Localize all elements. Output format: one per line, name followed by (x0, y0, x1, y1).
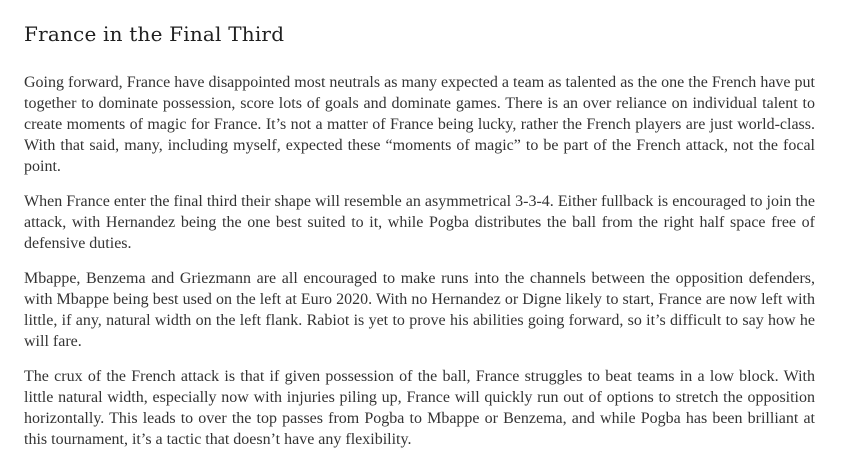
section-heading: France in the Final Third (24, 22, 285, 46)
paragraph-2: When France enter the final third their shape will resemble an asymmetrical 3-3-4. Either fullback is encouraged to join the attack, with Hernandez being the one best suited to it, while Pogba distributes the ball from the right half space free of defensive duties. (24, 193, 815, 252)
article (24, 18, 815, 450)
paragraph-4: The crux of the French attack is that if given possession of the ball, France struggles to beat teams in a low block. With little natural width, especially now with injuries piling up, France will quickly run out of options to stretch the opposition horizontally. This leads to over the top passes from Pogba to Mbappe or Benzema, and while Pogba has been brilliant at this tournament, it’s a tactic that doesn’t have any flexibility. (24, 368, 815, 448)
paragraph-3: Mbappe, Benzema and Griezmann are all encouraged to make runs into the channels between the opposition defenders, with Mbappe being best used on the left at Euro 2020. With no Hernandez or Digne likely to start, France are now left with little, if any, natural width on the left flank. Rabiot is yet to prove his abilities going forward, so it’s difficult to say how he will fare. (24, 270, 815, 350)
paragraph-1: Going forward, France have disappointed most neutrals as many expected a team as talented as the one the French have put together to dominate possession, score lots of goals and dominate games. There is an over reliance on individual talent to create moments of magic for France. It’s not a matter of France being lucky, rather the French players are just world-class. With that said, many, including myself, expected these “moments of magic” to be part of the French attack, not the focal point. (24, 74, 815, 175)
